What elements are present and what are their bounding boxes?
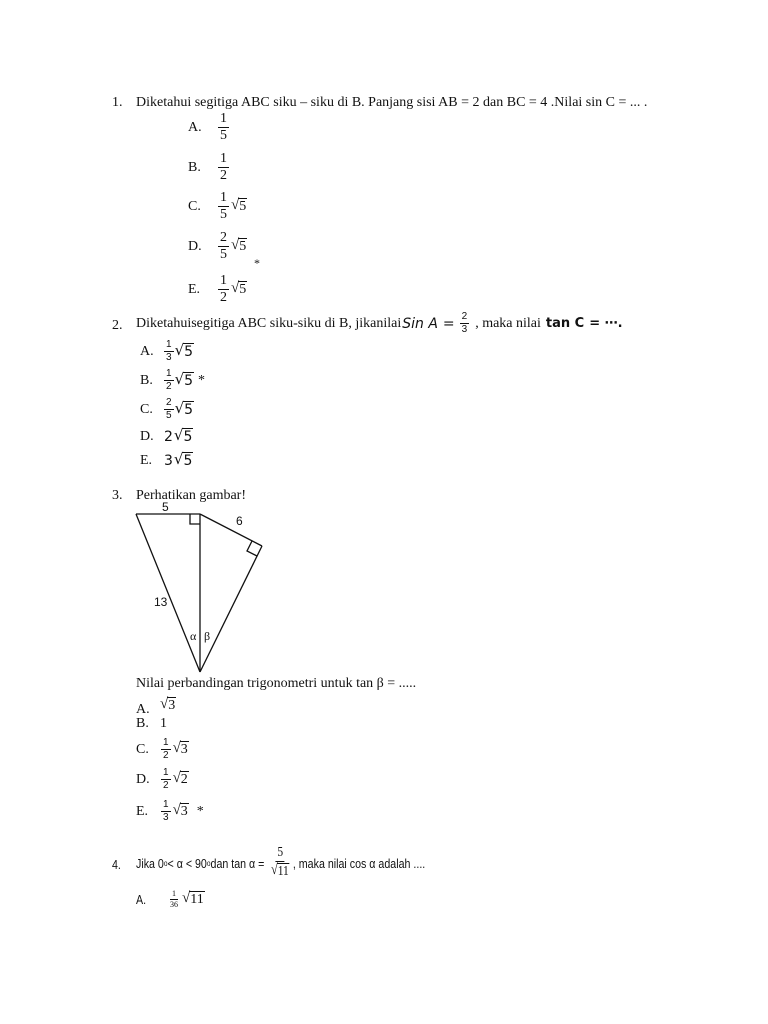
answer-marker: * <box>198 372 206 388</box>
option-label: A. <box>188 119 202 135</box>
question-number: 4. <box>112 857 121 872</box>
question-number: 3. <box>112 488 123 503</box>
square-root: √ 5 <box>173 426 193 445</box>
fraction: $\frac{1}{5}$ <box>220 190 227 222</box>
fraction: $\frac{1}{2}$ <box>166 368 172 392</box>
option-b[interactable] <box>140 369 205 392</box>
question-text: Diketahui segitiga ABC siku – siku di B. Panjang sisi AB = 2 dan BC = 4 .Nilai sin C = ... . <box>136 95 648 110</box>
option-label: A. <box>140 343 154 359</box>
option-e[interactable] <box>136 800 204 823</box>
option-label: E. <box>188 281 201 297</box>
option-label: C. <box>140 401 153 417</box>
option-c[interactable] <box>136 738 189 761</box>
option-label: D. <box>136 771 150 787</box>
square-root: √ 5 <box>231 236 247 254</box>
question-prompt: Nilai perbandingan trigonometri untuk tan β = ..... <box>136 676 417 691</box>
option-label: E. <box>136 803 149 819</box>
option-b[interactable]: B. 1 <box>136 716 167 731</box>
fraction: $\frac{1}{5}$ <box>220 111 227 143</box>
square-root: √ 3 <box>172 801 188 819</box>
fraction: $\frac{2}{5}$ <box>166 397 172 421</box>
option-a[interactable] <box>136 694 176 718</box>
square-root: √ 11 <box>182 889 204 907</box>
square-root: √ 3 <box>172 739 188 757</box>
right-angle-mark-1 <box>190 514 200 524</box>
question-text: Perhatikan gambar! <box>136 488 247 503</box>
fraction: $\frac{1}{36}$ <box>170 889 178 909</box>
label-alpha: α <box>190 629 197 643</box>
label-top: 5 <box>162 500 169 514</box>
label-left: 13 <box>154 595 168 609</box>
square-root: √ 11 <box>270 862 289 879</box>
square-root: √ 5 <box>174 398 194 418</box>
option-a[interactable] <box>188 112 229 143</box>
square-root: √ 5 <box>174 340 194 360</box>
option-d[interactable]: D. 2 √ 5 <box>140 426 193 445</box>
option-d[interactable] <box>136 768 189 791</box>
option-c[interactable] <box>188 191 247 222</box>
square-root: √ 2 <box>172 769 188 787</box>
segment-hypotenuse-left <box>136 514 200 672</box>
option-label: A. <box>136 702 150 717</box>
square-root: √ 5 <box>231 279 247 297</box>
triangle-figure <box>134 500 268 676</box>
question-text: Diketahuisegitiga ABC siku-siku di B, jikanilai Sin A = $\frac{2}{3}$ , maka nilai tan C = ⋯. <box>136 311 623 335</box>
square-root: √ 5 <box>174 369 194 389</box>
option-label: C. <box>188 198 201 214</box>
option-e[interactable] <box>188 274 247 305</box>
option-b[interactable] <box>188 152 229 183</box>
option-label: B. <box>136 716 149 731</box>
segment-right-top <box>200 514 262 546</box>
option-label: C. <box>136 741 149 757</box>
fraction: $\frac{1}{2}$ <box>220 151 227 183</box>
fraction: $\frac{1}{3}$ <box>163 799 169 823</box>
option-a[interactable] <box>136 890 205 909</box>
fraction: $\frac{1}{2}$ <box>163 737 169 761</box>
option-c[interactable] <box>140 398 194 421</box>
question-number: 2. <box>112 318 123 333</box>
option-label: B. <box>188 159 201 175</box>
option-label: A. <box>136 892 147 907</box>
question-text: Jika 0 o < α < 90 o dan tan α = 5 √ 11 , maka nilai cos α adalah .... <box>136 845 426 879</box>
fraction: 5 √ 11 <box>270 845 289 879</box>
fraction: $\frac{2}{5}$ <box>220 230 227 262</box>
answer-marker: * <box>254 256 260 270</box>
option-label: D. <box>188 238 202 254</box>
option-label: B. <box>140 372 153 388</box>
answer-marker: * <box>196 803 204 819</box>
fraction: $\frac{1}{2}$ <box>163 767 169 791</box>
option-label: E. <box>140 452 153 468</box>
option-label: D. <box>140 428 154 444</box>
fraction: $\frac{1}{3}$ <box>166 339 172 363</box>
option-d[interactable] <box>188 231 247 262</box>
fraction: $\frac{2}{3}$ <box>461 311 468 335</box>
label-right: 6 <box>236 514 243 528</box>
option-a[interactable] <box>140 340 194 363</box>
square-root: √ 5 <box>173 450 193 469</box>
option-e[interactable]: E. 3 √ 5 <box>140 450 193 469</box>
square-root: √ 5 <box>231 196 247 214</box>
fraction: $\frac{1}{2}$ <box>220 273 227 305</box>
segment-right <box>200 546 262 672</box>
square-root: √ 3 <box>160 696 176 714</box>
label-beta: β <box>204 629 211 643</box>
question-number: 1. <box>112 95 123 110</box>
